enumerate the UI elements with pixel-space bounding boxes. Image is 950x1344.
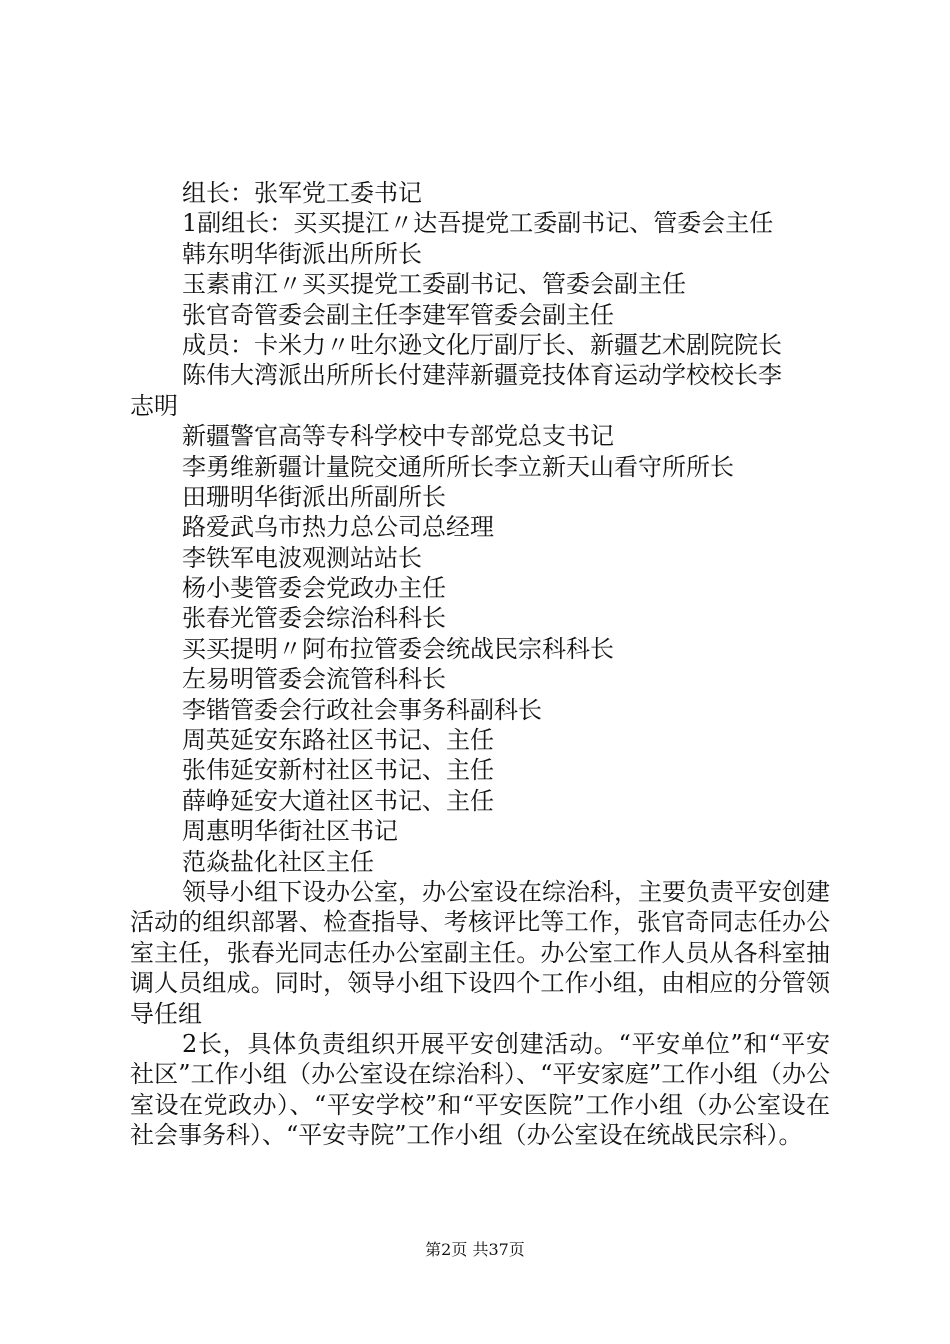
member-line: 李铁军电波观测站站长 [182,543,422,572]
deputy-leader-line: 1副组长：买买提江〃达吾提党工委副书记、管委会主任 [182,209,774,238]
member-line: 张春光管委会综治科科长 [182,604,446,633]
member-line: 李锴管委会行政社会事务科副科长 [182,695,542,724]
member-line: 张伟延安新村社区书记、主任 [182,756,494,785]
leader-line: 组长：张军党工委书记 [182,179,422,207]
deputy-leader-line: 张官奇管委会副主任李建军管委会副主任 [182,300,614,329]
member-line: 新疆警官高等专科学校中专部党总支书记 [182,422,614,451]
member-line: 周英延安东路社区书记、主任 [182,726,494,755]
members-line: 陈伟大湾派出所所长付建萍新疆竞技体育运动学校校长李 [182,361,782,390]
office-paragraph: 领导小组下设办公室，办公室设在综治科，主要负责平安创建活动的组织部署、检查指导、考核评比等工作，张官奇同志任办公室主任，张春光同志任办公室副主任。办公室工作人员从各科室抽调人员组成。同时，领导小组下设四个工作小组，由相应的分管领导任组 [130,877,830,1028]
members-line: 成员：卡米力〃吐尔逊文化厅副厅长、新疆艺术剧院院长 [182,330,782,359]
deputy-leader-line: 玉素甫江〃买买提党工委副书记、管委会副主任 [182,270,686,299]
member-line: 路爱武乌市热力总公司总经理 [182,513,494,542]
member-line: 薛峥延安大道社区书记、主任 [182,786,494,815]
member-line: 左易明管委会流管科科长 [182,665,446,694]
member-line: 李勇维新疆计量院交通所所长李立新天山看守所所长 [182,452,734,481]
working-groups-paragraph: 2长，具体负责组织开展平安创建活动。“平安单位”和“平安社区”工作小组（办公室设在综治科）、“平安家庭”工作小组（办公室设在党政办）、“平安学校”和“平安医院”工作小组（办公室设在社会事务科）、“平安寺院”工作小组（办公室设在统战民宗科）。 [130,1030,830,1150]
member-line: 周惠明华街社区书记 [182,817,398,846]
member-line: 杨小斐管委会党政办主任 [182,574,446,603]
document-body [130,178,830,1151]
member-line: 买买提明〃阿布拉管委会统战民宗科科长 [182,634,614,663]
members-line-continuation: 志明 [130,391,178,420]
page-number-footer: 第2页 共37页 [425,1240,525,1259]
member-line: 范焱盐化社区主任 [182,847,374,876]
member-line: 田珊明华街派出所副所长 [182,482,446,511]
deputy-leader-line: 韩东明华街派出所所长 [182,239,422,268]
